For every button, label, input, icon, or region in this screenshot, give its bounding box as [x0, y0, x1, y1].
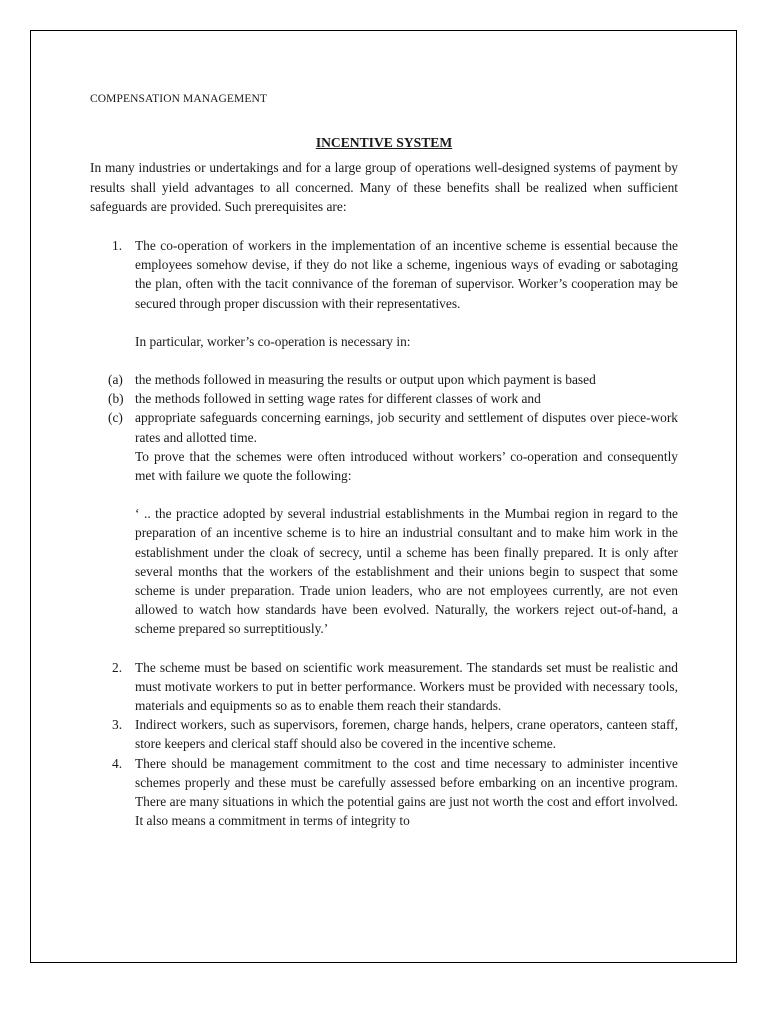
intro-paragraph: In many industries or undertakings and for a large group of operations well-designed systems of payment by results shall yield advantages to all concerned. Many of these benefits shall be realized when sufficient safeguards are provided. Such prerequisites are:	[90, 160, 678, 214]
list-number: 3.	[112, 717, 123, 733]
list-item-text: Indirect workers, such as supervisors, foremen, charge hands, helpers, crane operators, canteen staff, store keepers and clerical staff should also be covered in the incentive scheme.	[135, 717, 678, 752]
sub-item-c	[90, 408, 678, 446]
list-number: 4.	[112, 755, 123, 771]
sub-item-label: (a)	[108, 372, 123, 388]
sub-item-label: (c)	[108, 410, 123, 426]
sub-item-b	[90, 389, 678, 408]
quote-block	[90, 504, 678, 638]
list-item-text: The co-operation of workers in the implementation of an incentive scheme is essential because the employees somehow devise, if they do not like a scheme, ingenious ways of evading or sabotaging the plan, often with the tacit connivance of the foreman of supervisor. Worker’s cooperation may be secured through proper discussion with their representatives.	[135, 238, 678, 311]
prove-paragraph	[90, 447, 678, 485]
sub-item-a	[90, 370, 678, 389]
list-item-1	[90, 236, 678, 313]
document-body	[90, 90, 678, 831]
sub-item-label: (b)	[108, 391, 124, 407]
prove-text: To prove that the schemes were often introduced without workers’ co-operation and consequently met with failure we quote the following:	[135, 448, 678, 484]
list-item-4	[90, 754, 678, 831]
sub-item-text: the methods followed in measuring the results or output upon which payment is based	[135, 372, 596, 388]
sub-item-text: the methods followed in setting wage rates for different classes of work and	[135, 391, 541, 407]
document-title: INCENTIVE SYSTEM	[315, 135, 453, 151]
list-number: 1.	[112, 238, 123, 254]
list-item-text: There should be management commitment to the cost and time necessary to administer incentive schemes properly and these must be carefully assessed before embarking on an incentive program. There are many situations in which the potential gains are just not worth the cost and effort involved. It also means a commitment in terms of integrity to	[135, 755, 678, 829]
sub-item-text: appropriate safeguards concerning earnings, job security and settlement of disputes over piece-work rates and allotted time.	[135, 410, 678, 445]
running-header: COMPENSATION MANAGEMENT	[90, 93, 268, 105]
particular-paragraph	[90, 332, 678, 351]
list-item-2	[90, 658, 678, 716]
list-item-3	[90, 715, 678, 753]
list-number: 2.	[112, 659, 123, 675]
quote-text: ‘ .. the practice adopted by several industrial establishments in the Mumbai region in regard to the preparation of an incentive scheme is to hire an industrial consultant and to make him work in the establishment under the cloak of secrecy, until a scheme has been finally prepared. It is only after several months that the workers of the establishment and their unions begin to suspect that some scheme is under preparation. Trade union leaders, who are not employees currently, are not even allowed to watch how standards have been evolved. Naturally, the workers reject out-of-hand, a scheme prepared so surreptitiously.’	[135, 506, 678, 637]
particular-text: In particular, worker’s co-operation is necessary in:	[135, 333, 411, 349]
list-item-text: The scheme must be based on scientific work measurement. The standards set must be realistic and must motivate workers to put in better performance. Workers must be provided with necessary tools, materials and equipments so as to enable them reach their standards.	[135, 659, 678, 714]
